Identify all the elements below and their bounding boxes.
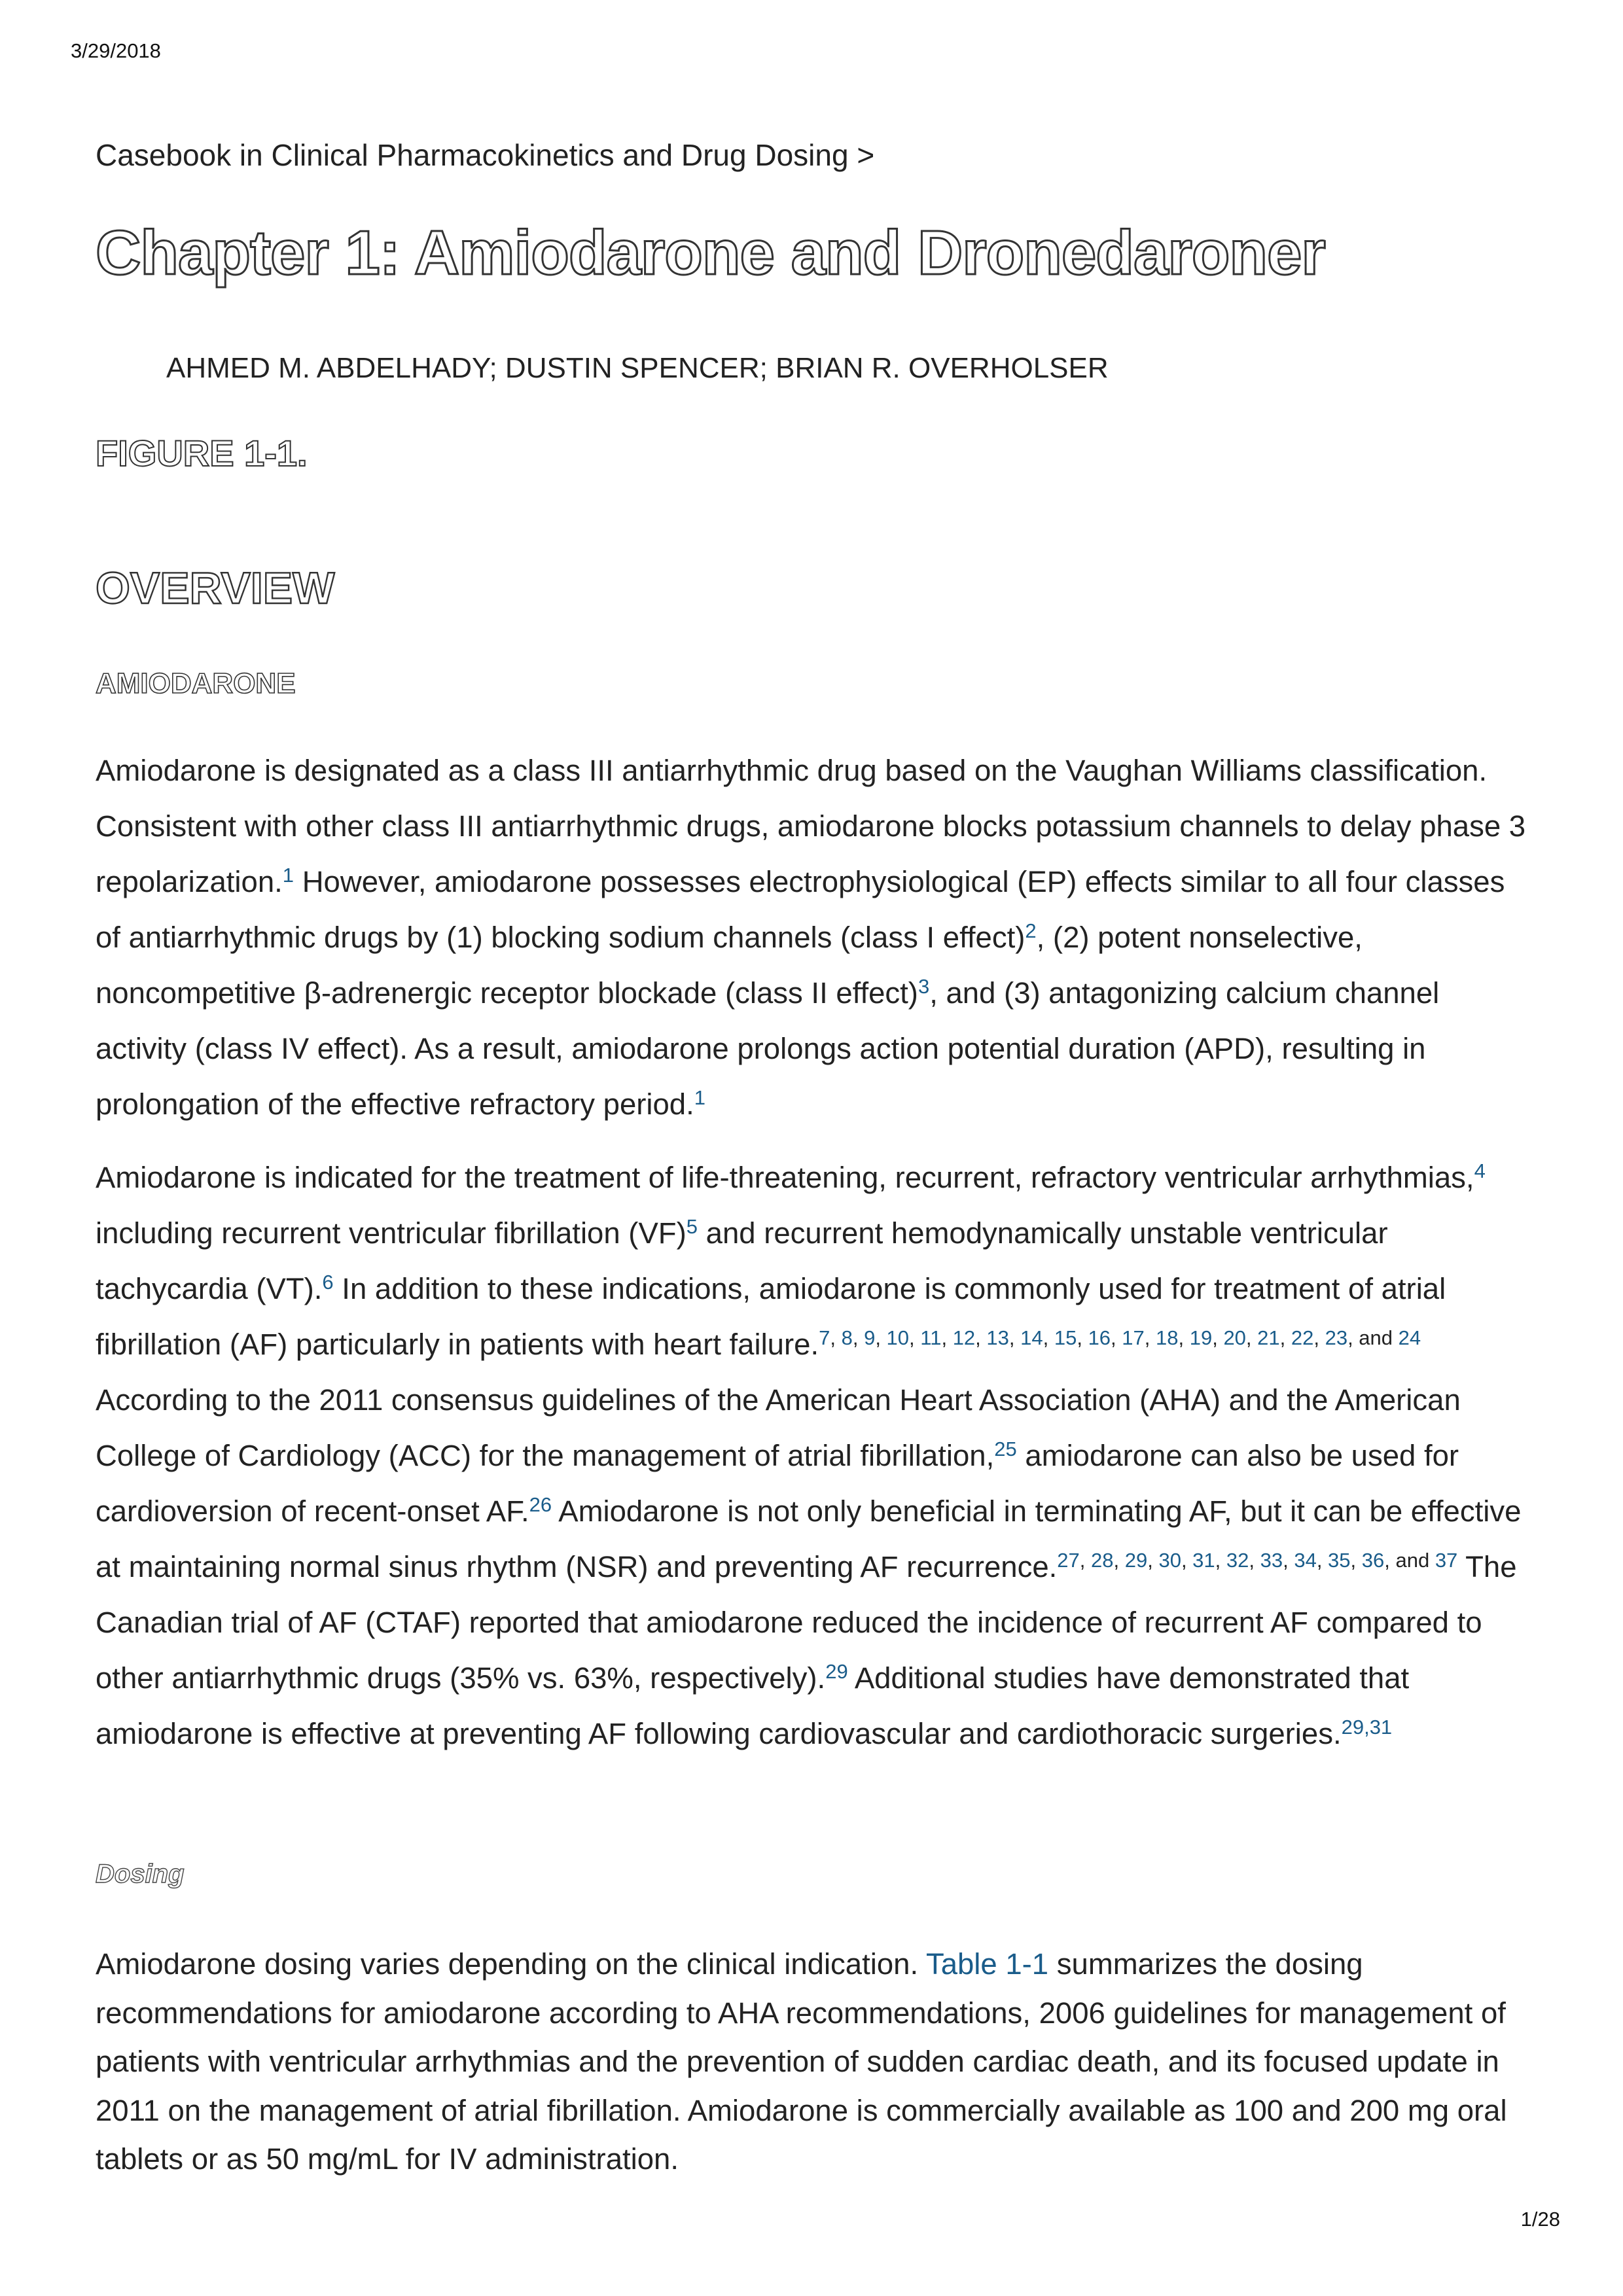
citation-link[interactable]: 1 xyxy=(694,1086,706,1109)
citation-group-b xyxy=(1057,1549,1457,1572)
paragraph-text: Amiodarone dosing varies depending on the clinical indication. xyxy=(96,1947,926,1981)
citation-link[interactable]: 23 xyxy=(1325,1326,1348,1349)
paragraph-text: and recurrent hemodynamically unstable ventricular tachycardia (VT). xyxy=(96,1216,1388,1305)
citation-link[interactable]: 22 xyxy=(1291,1326,1314,1349)
citation-link[interactable]: 31 xyxy=(1192,1549,1215,1572)
citation-link[interactable]: 32 xyxy=(1226,1549,1249,1572)
citation-link[interactable]: 36 xyxy=(1361,1549,1385,1572)
citation-link[interactable]: 15 xyxy=(1054,1326,1077,1349)
citation-link[interactable]: 33 xyxy=(1260,1549,1283,1572)
citation-list: 7, 8, 9, 10, 11, 12, 13, 14, 15, 16, 17, 18, 19, 20, 21, 22, 23 xyxy=(819,1326,1348,1349)
paragraph-text: Additional studies have demonstrated that amiodarone is effective at preventing AF following cardiovascular and cardiothoracic surgeries. xyxy=(96,1661,1410,1750)
citation-link[interactable]: 18 xyxy=(1156,1326,1179,1349)
citation-link[interactable]: 4 xyxy=(1474,1159,1486,1182)
citation-link[interactable]: 35 xyxy=(1328,1549,1351,1572)
paragraph-text: Amiodarone is indicated for the treatment of life-threatening, recurrent, refractory ventricular arrhythmias, xyxy=(96,1161,1474,1194)
paragraph-text: However, amiodarone possesses electrophysiological (EP) effects similar to all four classes of antiarrhythmic drugs by (1) blocking sodium channels (class I effect) xyxy=(96,865,1505,954)
citation-link[interactable]: 9 xyxy=(864,1326,876,1349)
citation-link[interactable]: 10 xyxy=(886,1326,910,1349)
citation-link[interactable]: 30 xyxy=(1158,1549,1181,1572)
author-list: AHMED M. ABDELHADY; DUSTIN SPENCER; BRIAN R. OVERHOLSER xyxy=(166,352,1109,384)
citation-link[interactable]: 19 xyxy=(1189,1326,1213,1349)
citation-link[interactable]: 8 xyxy=(841,1326,853,1349)
citation-link[interactable]: 7 xyxy=(819,1326,830,1349)
paragraph-text: amiodarone can also be used for cardioversion of recent-onset AF. xyxy=(96,1439,1459,1528)
figure-label: FIGURE 1-1. xyxy=(96,433,308,474)
citation-link[interactable]: 3 xyxy=(918,975,930,998)
page-number: 1/28 xyxy=(1520,2208,1560,2231)
citation-link[interactable]: 29,31 xyxy=(1341,1716,1393,1739)
citation-link[interactable]: 14 xyxy=(1020,1326,1043,1349)
print-date: 3/29/2018 xyxy=(71,39,161,62)
paragraph-text: Amiodarone is not only beneficial in terminating AF, but it can be effective at maintaining normal sinus rhythm (NSR) and preventing AF recurrence. xyxy=(96,1494,1522,1583)
section-title-overview: OVERVIEW xyxy=(96,563,335,613)
citation-link[interactable]: 5 xyxy=(686,1215,698,1238)
citation-link[interactable]: 13 xyxy=(986,1326,1009,1349)
citation-conjunction: , and xyxy=(1347,1326,1399,1349)
citation-link[interactable]: 16 xyxy=(1088,1326,1111,1349)
citation-conjunction: , and xyxy=(1384,1549,1435,1572)
citation-link[interactable]: 24 xyxy=(1398,1326,1421,1349)
citation-link[interactable]: 1 xyxy=(282,864,294,887)
citation-link[interactable]: 12 xyxy=(952,1326,976,1349)
chapter-title: Chapter 1: Amiodarone and Dronedaroner xyxy=(96,218,1325,288)
paragraph-text: According to the 2011 consensus guidelines of the American Heart Association (AHA) and the American College of Cardiology (ACC) for the management of atrial fibrillation, xyxy=(96,1383,1461,1472)
paragraph-class-effects xyxy=(96,743,1535,1132)
table-1-1-link[interactable]: Table 1-1 xyxy=(925,1947,1049,1981)
paragraph-text: , and (3) antagonizing calcium channel activity (class IV effect). As a result, amiodarone prolongs action potential duration (APD), resulting in prolongation of the effective refractory period. xyxy=(96,976,1440,1121)
citation-link[interactable]: 21 xyxy=(1257,1326,1280,1349)
citation-list: 27, 28, 29, 30, 31, 32, 33, 34, 35, 36 xyxy=(1057,1549,1385,1572)
citation-link[interactable]: 29 xyxy=(825,1660,848,1683)
citation-link[interactable]: 28 xyxy=(1091,1549,1114,1572)
paragraph-text: , (2) potent nonselective, noncompetitive β-adrenergic receptor blockade (class II effect) xyxy=(96,921,1363,1010)
paragraph-text: Amiodarone is designated as a class III antiarrhythmic drug based on the Vaughan Williams classification. Consistent with other class III antiarrhythmic drugs, amiodarone blocks potassium channels to delay phase 3 repolarization. xyxy=(96,754,1526,898)
citation-link[interactable]: 2 xyxy=(1025,919,1037,942)
paragraph-text: In addition to these indications, amiodarone is commonly used for treatment of atrial fibrillation (AF) particularly in patients with heart failure. xyxy=(96,1272,1446,1361)
citation-link[interactable]: 20 xyxy=(1223,1326,1246,1349)
citation-group-a xyxy=(819,1326,1421,1349)
subsection-title-amiodarone: AMIODARONE xyxy=(96,667,296,699)
breadcrumb[interactable]: Casebook in Clinical Pharmacokinetics and Drug Dosing > xyxy=(96,138,875,172)
citation-link[interactable]: 34 xyxy=(1294,1549,1317,1572)
paragraph-indications xyxy=(96,1150,1535,1761)
citation-link[interactable]: 37 xyxy=(1435,1549,1458,1572)
citation-link[interactable]: 26 xyxy=(529,1493,552,1516)
paragraph-dosing xyxy=(96,1940,1535,2184)
paragraph-text: including recurrent ventricular fibrillation (VF) xyxy=(96,1216,687,1250)
citation-link[interactable]: 29 xyxy=(1124,1549,1148,1572)
citation-link[interactable]: 27 xyxy=(1057,1549,1080,1572)
citation-link[interactable]: 11 xyxy=(920,1326,942,1349)
paragraph-text: summarizes the dosing recommendations for amiodarone according to AHA recommendations, 2006 guidelines for management of patients with ventricular arrhythmias and the prevention of sudden cardiac death, and its focused update in 2011 on the management of atrial fibrillation. Amiodarone is commercially available as 100 and 200 mg oral tablets or as 50 mg/mL for IV administration. xyxy=(96,1947,1507,2176)
subsubsection-title-dosing: Dosing xyxy=(96,1860,185,1888)
citation-link[interactable]: 17 xyxy=(1122,1326,1145,1349)
citation-link[interactable]: 25 xyxy=(994,1438,1017,1460)
citation-link[interactable]: 6 xyxy=(322,1271,334,1294)
paragraph-text: The Canadian trial of AF (CTAF) reported that amiodarone reduced the incidence of recurrent AF compared to other antiarrhythmic drugs (35% vs. 63%, respectively). xyxy=(96,1550,1517,1695)
